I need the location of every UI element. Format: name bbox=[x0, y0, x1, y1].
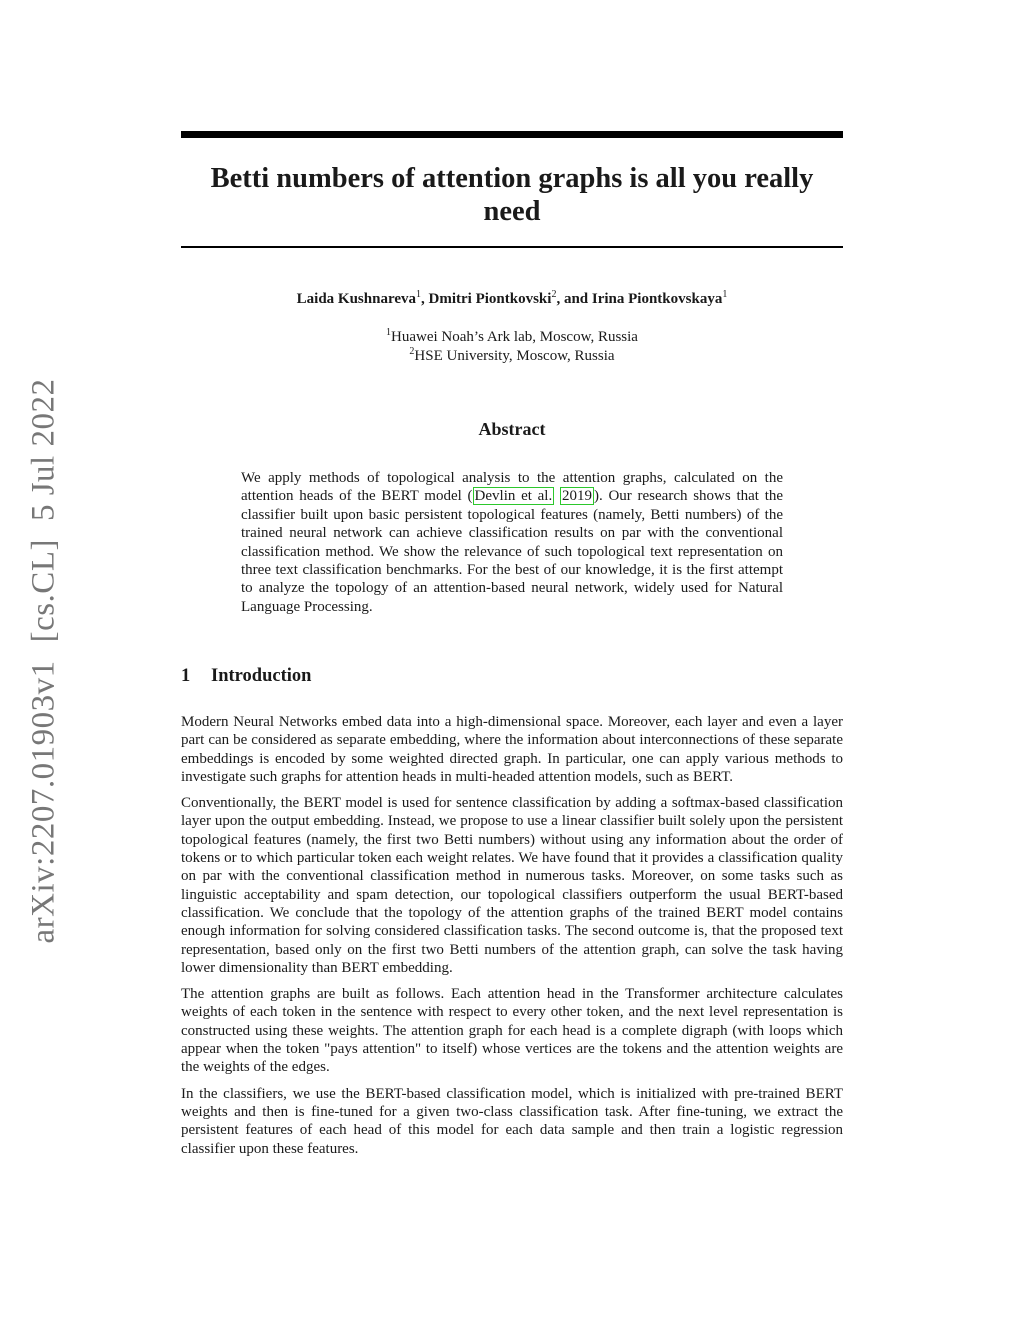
author-separator: , and bbox=[556, 291, 592, 307]
author-name: Dmitri Piontkovski bbox=[428, 291, 552, 307]
paragraph: The attention graphs are built as follows. Each attention head in the Transformer architecture calculates weights of each token in the sentence with respect to every other token, and the next level representation is constructed using these weights. The attention graph for each head is a complete digraph (with loops which appear when the token "pays attention" to itself) whose vertices are the tokens and the attention weights are the weights of the edges. bbox=[181, 986, 843, 1076]
affiliation-line bbox=[181, 328, 843, 347]
affil-text: HSE University, Moscow, Russia bbox=[414, 348, 615, 364]
affiliation-line bbox=[181, 347, 843, 366]
affil-mark: 1 bbox=[386, 327, 392, 338]
citation-link-year[interactable]: 2019 bbox=[561, 488, 592, 505]
paper-title: Betti numbers of attention graphs is all you really need bbox=[210, 163, 814, 227]
author-separator: , bbox=[421, 291, 429, 307]
paragraph: Conventionally, the BERT model is used for sentence classification by adding a softmax-based classification layer upon the output embedding. Instead, we propose to use a linear classifier built solely upon the persistent topological features (namely, the first two Betti numbers) without using any information about the order of tokens or to which particular token each weight relates. We have found that it provides a classification quality on par with the conventional classification method in numerous tasks. Moreover, on some tasks such as linguistic acceptability and spam detection, our topological classifiers outperform the usual BERT-based classification. We conclude that the topology of the attention graphs of the trained BERT model contains enough information for solving considered classification tasks. The second outcome is, that the proposed text representation, based only on the first two Betti numbers of the attention graph, can solve the task having lower dimensionality than BERT embedding. bbox=[181, 795, 843, 976]
author-affil-mark: 2 bbox=[551, 289, 557, 300]
arxiv-sidebar-stamp bbox=[26, 361, 63, 944]
title-rule-top bbox=[181, 131, 843, 138]
paragraph: In the classifiers, we use the BERT-based classification model, which is initialized with pre-trained BERT weights and then is fine-tuned for a given two-class classification task. After fine-tuning, we extract the persistent features of each head of this model for each data sample and then train a logistic regression classifier upon these features. bbox=[181, 1085, 843, 1157]
author-affil-mark: 1 bbox=[722, 289, 728, 300]
section-heading-introduction bbox=[181, 666, 843, 687]
abstract-heading: Abstract bbox=[478, 419, 546, 439]
author-affil-mark: 1 bbox=[416, 289, 421, 300]
affil-text: Huawei Noah’s Ark lab, Moscow, Russia bbox=[391, 329, 638, 345]
affiliations bbox=[181, 328, 843, 366]
author-name: Irina Piontkovskaya bbox=[591, 291, 723, 307]
abstract-text: ). Our research shows that the classifier built upon basic persistent topological features (namely, Betti numbers) of the trained neural network can achieve classification results on par with the conventional classification method. We show the relevance of such topological text representation on three text classification benchmarks. For the best of our knowledge, it is the first attempt to analyze the topology of an attention-based neural network, widely used for Natural Language Processing. bbox=[241, 488, 784, 615]
affil-mark: 2 bbox=[409, 346, 415, 357]
arxiv-date: 5 Jul 2022 bbox=[25, 378, 62, 522]
citation-link-author[interactable]: Devlin et al. bbox=[474, 488, 553, 505]
author-list bbox=[181, 291, 843, 308]
abstract-body bbox=[241, 469, 783, 616]
introduction-body bbox=[181, 713, 843, 1166]
paragraph: Modern Neural Networks embed data into a high-dimensional space. Moreover, each layer and even a layer part can be considered as separate embedding, where the information about interconnections of these separate embeddings is encoded by some weighted directed graph. In particular, one can apply various methods to investigate such graphs for attention heads in multi-headed attention models, such as BERT. bbox=[181, 714, 843, 785]
author-name: Laida Kushnareva bbox=[296, 291, 416, 307]
section-title: Introduction bbox=[211, 666, 312, 686]
title-rule-bottom bbox=[181, 246, 843, 248]
arxiv-id: arXiv:2207.01903v1 bbox=[25, 660, 62, 944]
section-number: 1 bbox=[181, 666, 191, 686]
abstract-text: We apply methods of topological analysis to the attention graphs, calculated on the attention heads of the BERT model ( bbox=[241, 470, 783, 505]
arxiv-category: [cs.CL] bbox=[25, 539, 62, 643]
